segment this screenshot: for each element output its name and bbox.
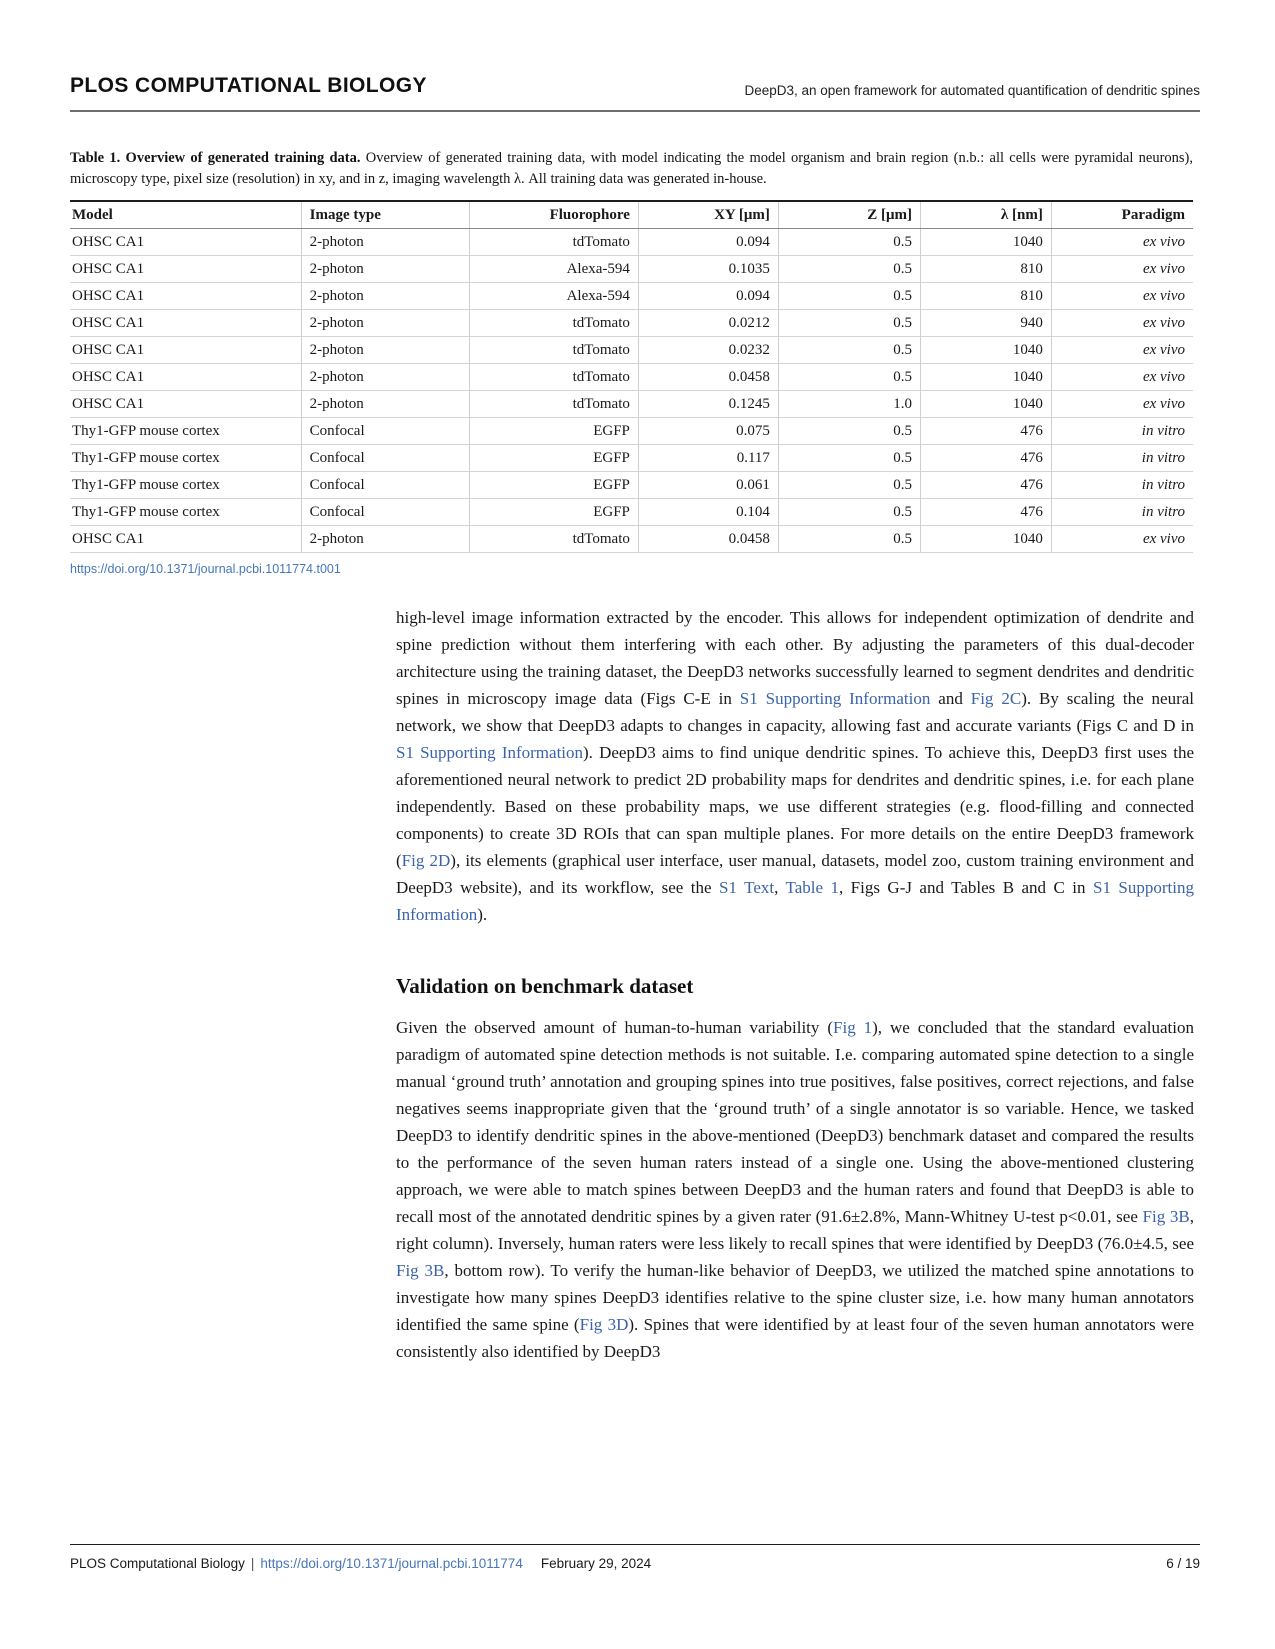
inline-link[interactable]: Fig 1 bbox=[833, 1018, 873, 1037]
table-cell: 476 bbox=[921, 418, 1052, 445]
table-cell: tdTomato bbox=[470, 229, 639, 256]
column-header: λ [nm] bbox=[921, 201, 1052, 229]
table-cell: Confocal bbox=[301, 418, 470, 445]
table-cell: 1040 bbox=[921, 337, 1052, 364]
table-caption-label: Table 1. Overview of generated training data. bbox=[70, 150, 361, 166]
table-cell: ex vivo bbox=[1051, 229, 1193, 256]
section-heading: Validation on benchmark dataset bbox=[396, 974, 694, 998]
table-cell: Thy1-GFP mouse cortex bbox=[70, 445, 301, 472]
footer-journal: PLOS Computational Biology bbox=[70, 1556, 245, 1571]
table-cell: OHSC CA1 bbox=[70, 256, 301, 283]
table-cell: ex vivo bbox=[1051, 256, 1193, 283]
table-cell: 0.094 bbox=[638, 229, 778, 256]
table-cell: 0.0458 bbox=[638, 364, 778, 391]
table-cell: Thy1-GFP mouse cortex bbox=[70, 418, 301, 445]
table-cell: 0.5 bbox=[778, 526, 920, 553]
table-doi bbox=[70, 562, 1193, 576]
table-cell: ex vivo bbox=[1051, 364, 1193, 391]
table-cell: tdTomato bbox=[470, 337, 639, 364]
table-cell: in vitro bbox=[1051, 418, 1193, 445]
column-header: Paradigm bbox=[1051, 201, 1193, 229]
table-cell: 1040 bbox=[921, 364, 1052, 391]
body-column bbox=[396, 604, 1194, 1365]
table-cell: 0.5 bbox=[778, 499, 920, 526]
table-cell: 476 bbox=[921, 499, 1052, 526]
column-header: Model bbox=[70, 201, 301, 229]
table-cell: tdTomato bbox=[470, 526, 639, 553]
table-cell: EGFP bbox=[470, 472, 639, 499]
table-cell: EGFP bbox=[470, 499, 639, 526]
table-row bbox=[70, 445, 1193, 472]
table-cell: ex vivo bbox=[1051, 283, 1193, 310]
table-row bbox=[70, 499, 1193, 526]
table-row bbox=[70, 229, 1193, 256]
table-cell: 2-photon bbox=[301, 310, 470, 337]
table-cell: OHSC CA1 bbox=[70, 283, 301, 310]
column-header: XY [μm] bbox=[638, 201, 778, 229]
table-cell: 2-photon bbox=[301, 364, 470, 391]
running-title: DeepD3, an open framework for automated quantification of dendritic spines bbox=[744, 83, 1200, 98]
table-cell: OHSC CA1 bbox=[70, 229, 301, 256]
table-cell: EGFP bbox=[470, 418, 639, 445]
table-cell: OHSC CA1 bbox=[70, 391, 301, 418]
table-head-row bbox=[70, 201, 1193, 229]
table-block bbox=[70, 148, 1193, 576]
inline-link[interactable]: Fig 3B bbox=[1142, 1207, 1190, 1226]
table-row bbox=[70, 364, 1193, 391]
footer-separator: | bbox=[250, 1556, 255, 1571]
table-cell: 0.0458 bbox=[638, 526, 778, 553]
inline-link[interactable]: S1 Supporting Information bbox=[739, 689, 931, 708]
plos-logo: PLOS COMPUTATIONAL BIOLOGY bbox=[70, 74, 427, 97]
table-row bbox=[70, 418, 1193, 445]
table-cell: in vitro bbox=[1051, 499, 1193, 526]
table-row bbox=[70, 256, 1193, 283]
table-cell: 0.5 bbox=[778, 445, 920, 472]
table-cell: 0.0232 bbox=[638, 337, 778, 364]
table-row bbox=[70, 283, 1193, 310]
table-cell: Alexa-594 bbox=[470, 283, 639, 310]
table-cell: 2-photon bbox=[301, 229, 470, 256]
inline-link[interactable]: S1 Text bbox=[719, 878, 775, 897]
table-cell: Alexa-594 bbox=[470, 256, 639, 283]
table-row bbox=[70, 310, 1193, 337]
table-cell: ex vivo bbox=[1051, 310, 1193, 337]
table-cell: 0.094 bbox=[638, 283, 778, 310]
table-cell: EGFP bbox=[470, 445, 639, 472]
inline-link[interactable]: Fig 2D bbox=[401, 851, 451, 870]
table-cell: OHSC CA1 bbox=[70, 526, 301, 553]
table-cell: 0.5 bbox=[778, 418, 920, 445]
table-cell: OHSC CA1 bbox=[70, 337, 301, 364]
table-cell: ex vivo bbox=[1051, 526, 1193, 553]
table-cell: 2-photon bbox=[301, 256, 470, 283]
table-cell: 0.104 bbox=[638, 499, 778, 526]
paragraph: high-level image information extracted by the encoder. This allows for independent optimization of dendrite and spine prediction without them interfering with each other. By adjusting the parameters of this dual-decoder architecture using the training dataset, the DeepD3 networks successfully learned to segment dendrites and dendritic spines in microscopy image data (Figs C-E in S1 Supporting Information and Fig 2C). By scaling the neural network, we show that DeepD3 adapts to changes in capacity, allowing fast and accurate variants (Figs C and D in S1 Supporting Information). DeepD3 aims to find unique dendritic spines. To achieve this, DeepD3 first uses the aforementioned neural network to predict 2D probability maps for dendrites and dendritic spines, i.e. for each plane independently. Based on these probability maps, we use different strategies (e.g. flood-filling and connected components) to create 3D ROIs that can span multiple planes. For more details on the entire DeepD3 framework (Fig 2D), its elements (graphical user interface, user manual, datasets, model zoo, custom training environment and DeepD3 website), and its workflow, see the S1 Text, Table 1, Figs G-J and Tables B and C in S1 Supporting Information). bbox=[396, 608, 1195, 924]
table-cell: 0.061 bbox=[638, 472, 778, 499]
table-row bbox=[70, 472, 1193, 499]
table-cell: 0.5 bbox=[778, 472, 920, 499]
table-cell: 0.5 bbox=[778, 310, 920, 337]
table-doi-link[interactable]: https://doi.org/10.1371/journal.pcbi.1011774.t001 bbox=[70, 562, 341, 577]
table-row bbox=[70, 526, 1193, 553]
table-cell: 0.5 bbox=[778, 283, 920, 310]
table-caption bbox=[70, 148, 1193, 190]
table-cell: 476 bbox=[921, 445, 1052, 472]
table-cell: 810 bbox=[921, 256, 1052, 283]
inline-link[interactable]: Table 1 bbox=[785, 878, 839, 897]
table-row bbox=[70, 337, 1193, 364]
column-header: Z [μm] bbox=[778, 201, 920, 229]
table-cell: 940 bbox=[921, 310, 1052, 337]
column-header: Fluorophore bbox=[470, 201, 639, 229]
table-cell: ex vivo bbox=[1051, 337, 1193, 364]
table-cell: in vitro bbox=[1051, 472, 1193, 499]
inline-link[interactable]: Fig 2C bbox=[970, 689, 1022, 708]
table-cell: 1040 bbox=[921, 229, 1052, 256]
table-cell: in vitro bbox=[1051, 445, 1193, 472]
table-cell: 0.1245 bbox=[638, 391, 778, 418]
table-cell: 810 bbox=[921, 283, 1052, 310]
table-cell: Confocal bbox=[301, 472, 470, 499]
inline-link[interactable]: Fig 3D bbox=[579, 1315, 629, 1334]
table-cell: 0.5 bbox=[778, 364, 920, 391]
paragraph: Given the observed amount of human-to-human variability (Fig 1), we concluded that the standard evaluation paradigm of automated spine detection methods is not suitable. I.e. comparing automated spine detection to a single manual ‘ground truth’ annotation and grouping spines into true positives, false positives, correct rejections, and false negatives seems inappropriate given that the ‘ground truth’ of a single annotator is so variable. Hence, we tasked DeepD3 to identify dendritic spines in the above-mentioned (DeepD3) benchmark dataset and compared the results to the performance of the seven human raters instead of a single one. Using the above-mentioned clustering approach, we were able to match spines between DeepD3 and the human raters and found that DeepD3 is able to recall most of the annotated dendritic spines by a given rater (91.6±2.8%, Mann-Whitney U-test p<0.01, see Fig 3B, right column). Inversely, human raters were less likely to recall spines that were identified by DeepD3 (76.0±4.5, see Fig 3B, bottom row). To verify the human-like behavior of DeepD3, we utilized the matched spine annotations to investigate how many spines DeepD3 identifies relative to the spine cluster size, i.e. how many human annotators identified the same spine (Fig 3D). Spines that were identified by at least four of the seven human annotators were consistently also identified by DeepD3 bbox=[396, 1018, 1195, 1361]
table-row bbox=[70, 391, 1193, 418]
inline-link[interactable]: S1 Supporting Information bbox=[396, 878, 1194, 924]
table-cell: OHSC CA1 bbox=[70, 364, 301, 391]
table-cell: 476 bbox=[921, 472, 1052, 499]
table-cell: 0.075 bbox=[638, 418, 778, 445]
page-footer bbox=[70, 1544, 1200, 1571]
footer-date: February 29, 2024 bbox=[540, 1556, 652, 1571]
table-cell: 2-photon bbox=[301, 283, 470, 310]
table-cell: Thy1-GFP mouse cortex bbox=[70, 472, 301, 499]
table-cell: Confocal bbox=[301, 499, 470, 526]
table-cell: ex vivo bbox=[1051, 391, 1193, 418]
table-cell: 0.5 bbox=[778, 337, 920, 364]
page-header bbox=[70, 66, 1200, 112]
table-cell: 0.1035 bbox=[638, 256, 778, 283]
table-cell: Thy1-GFP mouse cortex bbox=[70, 499, 301, 526]
inline-link[interactable]: S1 Supporting Information bbox=[396, 743, 584, 762]
table-cell: tdTomato bbox=[470, 364, 639, 391]
table-cell: 2-photon bbox=[301, 391, 470, 418]
footer-doi-link[interactable]: https://doi.org/10.1371/journal.pcbi.1011774 bbox=[260, 1556, 523, 1571]
table-cell: tdTomato bbox=[470, 391, 639, 418]
table-cell: 1.0 bbox=[778, 391, 920, 418]
table-body bbox=[70, 229, 1193, 553]
column-header: Image type bbox=[301, 201, 470, 229]
table-cell: 0.5 bbox=[778, 229, 920, 256]
table-cell: 1040 bbox=[921, 391, 1052, 418]
inline-link[interactable]: Fig 3B bbox=[396, 1261, 445, 1280]
table-cell: 0.5 bbox=[778, 256, 920, 283]
table-cell: 0.0212 bbox=[638, 310, 778, 337]
table-cell: 1040 bbox=[921, 526, 1052, 553]
table-cell: 2-photon bbox=[301, 526, 470, 553]
table-caption-text: Overview of generated training data, with model indicating the model organism and brain region (n.b.: all cells were pyramidal neurons), microscopy type, pixel size (resolution) in xy, and in z, imaging wavelength λ. All training data was generated in-house. bbox=[70, 150, 1194, 188]
training-data-table bbox=[70, 200, 1193, 553]
table-cell: 2-photon bbox=[301, 337, 470, 364]
page-number: 6 / 19 bbox=[1166, 1556, 1200, 1571]
footer-left bbox=[70, 1556, 651, 1571]
table-cell: tdTomato bbox=[470, 310, 639, 337]
table-cell: OHSC CA1 bbox=[70, 310, 301, 337]
table-cell: Confocal bbox=[301, 445, 470, 472]
table-cell: 0.117 bbox=[638, 445, 778, 472]
